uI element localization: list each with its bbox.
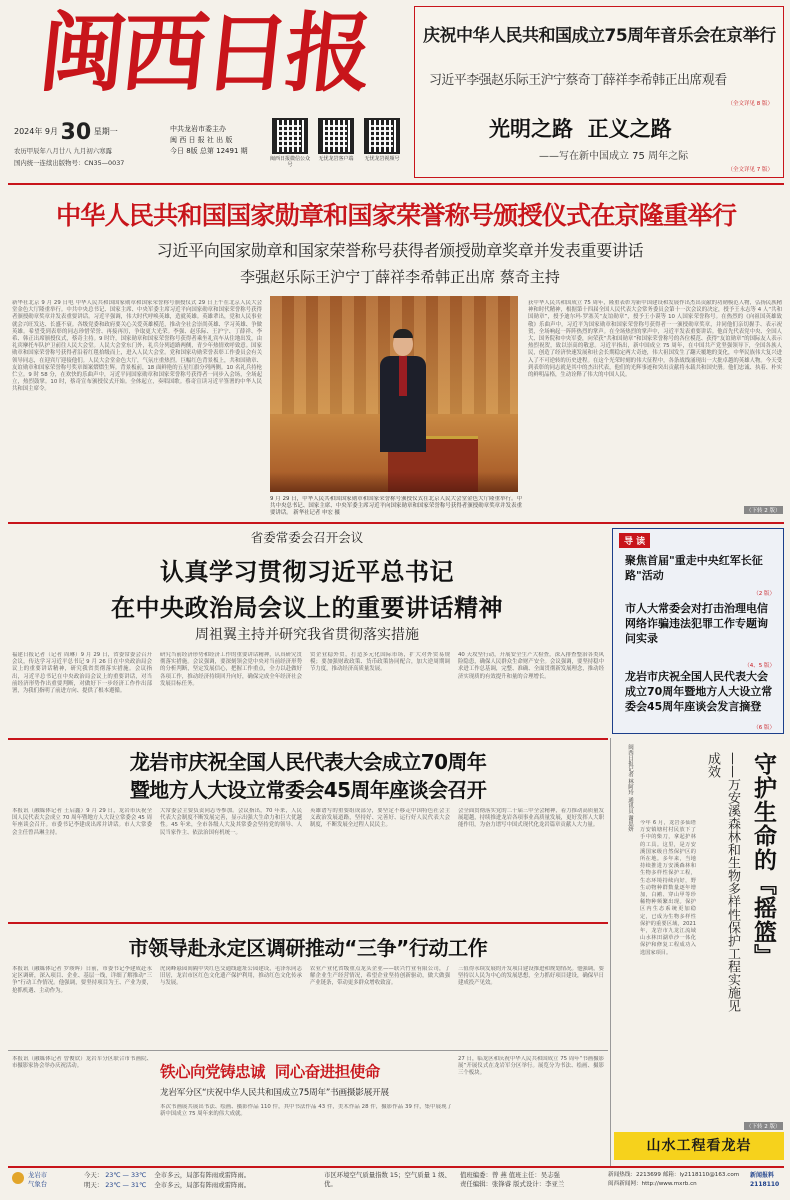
guide-item-1-page: （2 版）: [753, 591, 775, 597]
npc-col-1: 本报讯（融媒体记者 王启鑫）9 月 29 日，龙岩市庆祝全国人民代表大会成立 70 周年暨地方人大设立常委会 45 周年座谈会召开。市委书记李建成出席并讲话。市人大常委会主任曾昌琳主持。: [12, 808, 152, 836]
section-rule-4: [8, 1050, 608, 1051]
editor-line-2: 责任编辑：张锋睿 版式设计：李亚兰: [460, 1180, 565, 1188]
guide-label: 导 读: [619, 533, 650, 548]
lead-article-right: 获中华人民共和国成立 75 周年，隆重表彰为新中国建设和发展作出杰出贡献的功勋模范人物，弘扬民族精神和时代精神，根据第十四届全国人民代表大会常务委员会第十一次会议的决定，授予王永志等 4 人“共和国勋章”，授予迪尔玛·罗塞芙“友谊勋章”，授予王小谟等 10 人国家荣誉称号。在热烈的《向祖国英雄致敬》乐曲声中，习近平为国家勋章和国家荣誉称号获得者一一颁授勋章奖章，并同他们亲切握手、表示祝贺，全场响起一阵阵热烈的掌声。在全场热烈的掌声中，习近平发表重要讲话。他首先代表党中央、全国人大、国务院和中央军委，向荣获“共和国勋章”和国家荣誉称号的各位模范、获得“友谊勋章”的国际友人表示热烈祝贺，致以崇高的敬意。习近平指出，新中国成立 75 周年，在中国共产党坚强领导下，全国各族人民，创造了经济快速发展和社会长期稳定两大奇迹，伟大祖国发生了翻天覆地的变化，中华民族伟大复兴进入了不可逆转的历史进程。在这个光荣时刻的伟大征程中，各条战线涌现出一大批卓越的英雄人物。今天受到表彰的同志就是其中的杰出代表，他们的光辉事迹和突出贡献将永载共和国史册。他们忠诚、执着、朴实的鲜明品格，生动诠释了伟大的中国人民。: [528, 300, 782, 379]
guard-headline: 守护生命的『摇篮』: [750, 752, 776, 968]
masthead-rule: [8, 183, 784, 185]
qr-code-video: [364, 118, 400, 154]
study-subheadline: 周祖翼主持并研究我省贯彻落实措施: [195, 627, 419, 643]
editorial-ref: （全文详见 7 版）: [727, 167, 773, 173]
issue-date: [14, 120, 118, 145]
npc-col-4: 会全面贯彻落实党的二十届三中全会精神，着力推动高质量发展超越，持续推进龙岩各项事业高质量发展，更好发挥人大职能作用，为奋力谱写中国式现代化龙岩篇章贡献人大力量。: [458, 808, 604, 829]
guide-item-1[interactable]: 聚焦首届"重走中央红军长征路"活动: [625, 554, 763, 582]
editorial-subtitle: ——写在新中国成立 75 周年之际: [539, 151, 689, 162]
npc-headline-1: 龙岩市庆祝全国人民代表大会成立70周年: [129, 750, 487, 774]
air-quality: 市区环境空气质量指数 15；空气质量 1 级、优。: [324, 1171, 451, 1188]
weather-today-desc: 全市多云，局部有阵雨或雷阵雨。: [154, 1171, 251, 1179]
leaders-col-3: 农业产业化省级重点龙头企业——联兴竹业有限公司，了解企业生产经营情况，希望企业坚持创新驱动，做大做强产业链条，带动更多群众增收致富。: [310, 966, 450, 987]
publisher-press: 闽 西 日 报 社 出 版: [170, 136, 233, 144]
study-col-4: 40 天攻坚行动，开展安全生产大检查，深入排查整治各类风险隐患，确保人民群众生命财产安全。会议强调，要坚持稳中求进工作总基调，完整、准确、全面贯彻新发展理念，推动经济实现质的有效提升和量的合理增长。: [458, 652, 604, 680]
leaders-headline: 市领导赴永定区调研推动“三争”行动工作: [128, 936, 488, 960]
weather-tomorrow-temp: 23℃ — 31℃: [105, 1181, 147, 1189]
lead-headline: 中华人民共和国国家勋章和国家荣誉称号颁授仪式在京隆重举行: [55, 201, 737, 230]
npc-col-2: 大常委会主要负责同志等参加。会议指出，70 年来，人民代表大会制度不断发展完善，显示出强大生命力和巨大优越性。45 年来，全市各级人大及其常委会坚持党的领导、人民当家作主、依法治国有机统一。: [160, 808, 302, 836]
qr-label-app: 无忧龙岩客户端: [318, 156, 354, 162]
concert-subtitle: 习近平李强赵乐际王沪宁蔡奇丁薛祥李希韩正出席观看: [429, 73, 727, 88]
caption-text: 9 月 29 日，中华人民共和国国家勋章和国家荣誉称号颁授仪式在北京人民大会堂金色大厅隆重举行。中共中央总书记、国家主席、中央军委主席习近平向国家勋章和国家荣誉称号获得者颁授勋章奖章并发表重要讲话。: [270, 496, 522, 517]
contact-web[interactable]: 闽西新闻网：http://www.mxrb.cn: [608, 1181, 697, 1187]
army-article: 本次书画展共展出书法、绘画、摄影作品 110 件，其中书法作品 43 件，美术作品 28 件，摄影作品 39 件，集中展现了新中国成立 75 周年来的伟大成就。: [160, 1104, 452, 1118]
leaders-col-2: 虎岗峰悬园间隔中央红色交通线遗址公园建设，毛泽东同志旧居，龙岩市区红色文化遗产保护利用，推动红色文化传承与发展。: [160, 966, 302, 987]
weather-tomorrow: [84, 1181, 250, 1190]
guard-byline: 闽西日报记者 林阿玲 通讯员 谢思妍: [627, 744, 633, 832]
guide-item-3[interactable]: 龙岩市庆祝全国人民代表大会成立70周年暨地方人大设立常委会45周年座谈会发言摘登: [625, 670, 773, 713]
guard-banner: 山水工程看龙岩: [614, 1132, 784, 1160]
qr-code-app: [318, 118, 354, 154]
study-col-3: 贸企业稳外贸，打造多元化国际市场，扩大对外贸易规模；要加强财政政策、货币政策协同配合，加大逆周期调节力度，推动经济高质量发展。: [310, 652, 450, 673]
weather-today-label: 今天：: [84, 1171, 104, 1179]
contact-info: [608, 1171, 739, 1189]
section-rule-1: [8, 522, 784, 524]
section-rule-3: [8, 922, 608, 924]
footer: [8, 1170, 784, 1198]
editorial-headline: 光明之路 正义之路: [489, 117, 672, 141]
lead-article-left: 新华社北京 9 月 29 日电 中华人民共和国国家勋章和国家荣誉称号颁授仪式 29 日上午在北京人民大会堂金色大厅隆重举行。中共中央总书记、国家主席、中央军委主席习近平向国家勋章和国家荣誉称号获得者颁授勋章奖章并发表重要讲话。习近平强调，伟大时代呼唤英雄，造就英雄。英雄辈出，党和人民事业就会兴旺发达、长盛不衰。各级党委和政府要关心关爱英雄模范，推动全社会崇尚英雄、学习英雄、争做英雄。希望受到表彰的同志珍惜荣誉、再接再厉，争取更大光荣。李强、赵乐际、王沪宁、丁薛祥、李希、韩正出席颁授仪式，蔡奇主持。9 时许，国家勋章和国家荣誉称号获得者乘坐礼宾车从住地出发，由礼宾摩托车队护卫前往人民大会堂。人民大会堂东门外，礼兵分列道路两侧，青少年热情欢呼致意。国家勋章和国家荣誉称号获得者沿着红毯拾级而上，进入人民大会堂。党和国家功勋荣誉表彰工作委员会有关领导同志，在迎宾厅迎接他们。人民大会堂金色大厅，气氛庄重热烈。巨幅红色背景板上，共和国勋章、友谊勋章和国家荣誉称号奖章图案熠熠生辉。背景板前，18 面鲜艳的五星红旗分列两侧。10 名礼兵持枪伫立。9 时 58 分，在欢快的乐曲声中，习近平同国家勋章和国家荣誉称号获得者一同步入会场，全场起立，热烈鼓掌。10 时，蔡奇宣布颁授仪式开始。全体起立，奏唱国歌。蔡奇宣读习近平签署的中华人民共和国主席令。: [12, 300, 262, 393]
army-col-right: 27 日，临龙区和庆祝中华人民共和国成立 75 周年“书画摄影展”开展仪式在龙岩军分区举行。展览分为书法、绘画、摄影三个板块。: [458, 1056, 604, 1077]
guide-box: [612, 528, 784, 734]
weather-tomorrow-label: 明天：: [84, 1181, 104, 1189]
concert-box: [414, 6, 784, 178]
editor-line-1: 值班编委：曾 燕 值班主任：吴志强: [460, 1171, 560, 1179]
guard-continuation: （下转 2 版）: [746, 1124, 781, 1130]
leaders-col-5: 本报讯（融媒体记者 曾俊钦）龙岩军分区联合市书画院、市摄影家协会举办庆祝活动。: [12, 1056, 152, 1070]
study-headline-1: 认真学习贯彻习近平总书记: [160, 558, 454, 586]
section-rule-2: [8, 738, 608, 740]
army-subheadline: 龙岩军分区“庆祝中华人民共和国成立75周年”书画摄影展开展: [160, 1088, 389, 1098]
leaders-col-1: 本报讯（融媒体记者 罗竣晖）日前，市委书记李建成赴永定区调研，深入项目、企业、基层一线，详细了解推动“三争”行动工作情况。他强调，要坚持项目为王、产业为要，抢抓机遇、主动作为。: [12, 966, 152, 994]
footer-rule: [8, 1166, 784, 1168]
publisher-info: [170, 124, 270, 157]
lunar-date: 农历甲辰年八月廿八 九月初六寒露: [14, 147, 112, 155]
study-kicker: 省委常委会召开会议: [250, 530, 364, 545]
cn-number: 国内统一连续出版物号：CN35—0037: [14, 159, 125, 167]
npc-col-3: 英雄谱写的重要组成部分，要坚定不移走中国特色社会主义政治发展道路，坚持好、完善好、运行好人民代表大会制度，不断发展全过程人民民主。: [310, 808, 450, 829]
weather-label-2: 气象台: [28, 1180, 48, 1188]
army-headline: 铁心向党铸忠诚 同心奋进担使命: [160, 1063, 380, 1081]
guide-item-2[interactable]: 市人大常委会对打击治理电信网络诈骗违法犯罪工作专题询问实录: [625, 602, 768, 645]
date-weekday: 星期一: [93, 127, 118, 136]
weather-icon: [12, 1172, 24, 1184]
date-day: 30: [60, 120, 92, 145]
lead-subheadline-2: 李强赵乐际王沪宁丁薛祥李希韩正出席 蔡奇主持: [240, 268, 560, 286]
qr-code-wechat: [272, 118, 308, 154]
guide-item-3-page: （6 版）: [753, 725, 775, 731]
caption-credit: 新华社记者 申宏 摄: [293, 510, 340, 517]
guide-item-2-page: （4、5 版）: [744, 663, 775, 669]
npc-headline-2: 暨地方人大设立常委会45周年座谈会召开: [129, 778, 487, 802]
study-headline-2: 在中央政治局会议上的重要讲话精神: [111, 594, 503, 622]
publisher-org: 中共龙岩市委主办: [170, 125, 226, 133]
weather-tomorrow-desc: 全市多云，局部有阵雨或雷阵雨。: [154, 1181, 251, 1189]
weather-label-1: 龙岩市: [28, 1171, 48, 1179]
lead-subheadline: 习近平向国家勋章和国家荣誉称号获得者颁授勋章奖章并发表重要讲话: [156, 241, 644, 260]
guard-divider: [610, 738, 611, 1166]
issue-pages: 今日 8版 总第 12491 期: [170, 147, 248, 155]
concert-ref: （全文详见 8 版）: [727, 101, 773, 107]
qr-label-video: 无忧龙岩视频号: [364, 156, 400, 162]
lead-photo-caption: [270, 496, 522, 518]
contact-hotline: 新闻热线：2213699 邮箱：ly2118110@163.com: [608, 1172, 740, 1178]
leaders-col-4: 三值得永续发展的开发项目建设推进和规划情况。他强调，要坚持以人民为中心的发展思想，全力抓好项目建设，确保早日建成投产见效。: [458, 966, 604, 987]
concert-headline: 庆祝中华人民共和国成立75周年音乐会在京举行: [423, 26, 776, 46]
date-month: 2024年 9月: [14, 127, 58, 136]
weather-today-temp: 23℃ — 33℃: [105, 1171, 147, 1179]
guard-subheadline: ——万安溪森林和生物多样性保护工程实施见成效: [705, 752, 740, 1012]
weather-label: [28, 1171, 47, 1189]
study-col-1: 福建日报记者（记者 周琳）9 月 29 日，省委常委会召开会议，传达学习习近平总书记 9 月 26 日在中央政治局会议上的重要讲话精神，研究我省贯彻落实措施。会议指出，习近平总书记在中央政治局会议上的重要讲话，对当前经济形势作出重要判断，对做好下一步经济工作作出部署，为我们指明了前进方向、提供了根本遵循。: [12, 652, 152, 695]
lead-continuation: （下转 2 版）: [746, 508, 781, 514]
editor-info: [460, 1171, 564, 1189]
speaker-figure: [380, 332, 426, 452]
weather-today: [84, 1171, 250, 1180]
study-col-2: 研究当前经济形势和经济工作的重要讲话精神，认真研究贯彻落实措施。会议强调，要深刻领会党中央对当前经济形势的分析判断，坚定发展信心，把握工作重点，全力以赴做好各项工作，推动经济持续回升向好，确保完成全年经济社会发展目标任务。: [160, 652, 302, 687]
news-tip: 新闻报料 2118110: [750, 1172, 780, 1188]
qr-label-wechat: 闽西日报微信公众号: [269, 156, 310, 168]
guard-article: 今年 6 月，龙岩多仙塔万安镇塘村村民放下了手中的柴刀，拿起护林的工具。这里，是万安溪国家级自然保护区的所在地。多年来，当地持续推进万安溪森林和生物多样性保护工程，生态环境持续向好，野生动物种群数量逐年增加，白鹇、穿山甲等珍稀物种频繁出现。保护区内生态系统更加稳定，已成为生物多样性保护的重要区域，2021 年，龙岩市九龙江流域山水林田湖草沙一体化保护和修复工程成功入选国家项目。: [640, 820, 696, 956]
newspaper-logo: 闽西日报: [34, 3, 374, 104]
lead-photo: [270, 296, 518, 492]
